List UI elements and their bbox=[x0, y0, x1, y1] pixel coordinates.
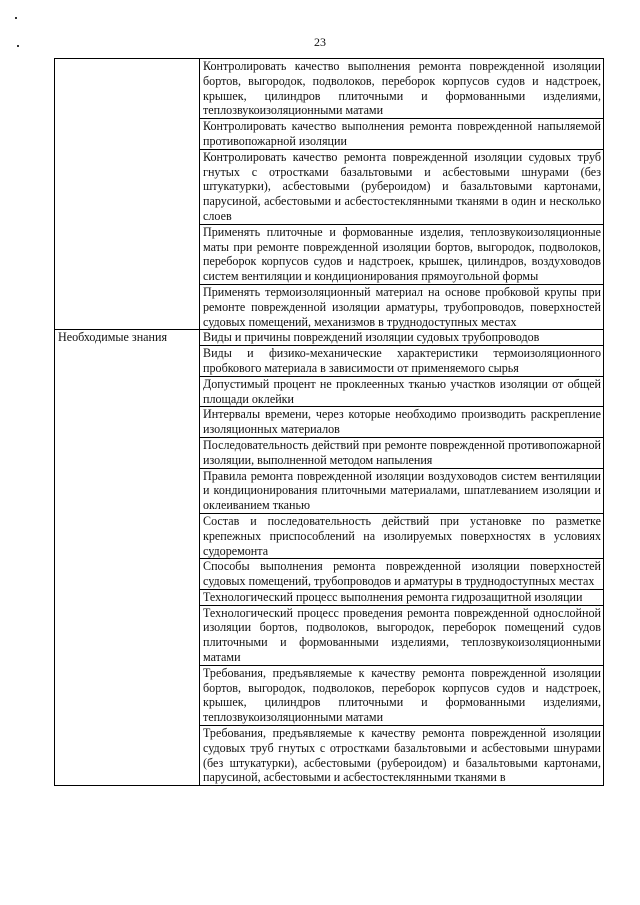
table-cell: Последовательность действий при ремонте поврежденной противопожарной изоляции, выполненной методом напыления bbox=[200, 437, 604, 468]
table-cell: Виды и физико-механические характеристики термоизоляционного пробкового материала в зависимости от применяемого сырья bbox=[200, 346, 604, 377]
page-number: 23 bbox=[314, 35, 326, 49]
table-cell: Допустимый процент не проклеенных тканью участков изоляции от общей площади оклейки bbox=[200, 376, 604, 407]
table-cell: Контролировать качество выполнения ремонта поврежденной напыляемой противопожарной изоляции bbox=[200, 119, 604, 150]
table-row bbox=[55, 59, 604, 119]
table-cell: Состав и последовательность действий при установке по разметке крепежных приспособлений на изолируемых поверхностях в условиях судоремонта bbox=[200, 513, 604, 558]
table-cell: Способы выполнения ремонта поврежденной изоляции поверхностей судовых помещений, трубопроводов и арматуры в труднодоступных местах bbox=[200, 559, 604, 590]
table-cell: Применять термоизоляционный материал на основе пробковой крупы при ремонте поврежденной изоляции арматуры, трубопроводов, поверхностей судовых помещений, механизмов в труднодоступных местах bbox=[200, 284, 604, 329]
knowledge-label: Необходимые знания bbox=[55, 330, 200, 786]
competency-table bbox=[54, 58, 604, 786]
table-cell: Технологический процесс выполнения ремонта гидрозащитной изоляции bbox=[200, 589, 604, 605]
table-cell: Требования, предъявляемые к качеству ремонта поврежденной изоляции судовых труб гнутых с отростками базальтовыми и асбестовыми шнурами (без штукатурки), асбестовыми (рубероидом) и базальтовыми картонами, парусиной, асбестовыми и асбестостеклянными тканями в bbox=[200, 726, 604, 786]
skills-label-cell bbox=[55, 59, 200, 330]
scan-speck bbox=[15, 17, 17, 19]
table-cell: Технологический процесс проведения ремонта поврежденной однослойной изоляции бортов, подволоков, выгородок, переборок помещений судов плиточными и формованными изделиями, теплозвукоизоляционными матами bbox=[200, 605, 604, 665]
table-cell: Требования, предъявляемые к качеству ремонта поврежденной изоляции бортов, выгородок, подволоков, переборок корпусов судов и надстроек, крышек, цилиндров плиточными и формованными изделиями, теплозвукоизоляционными матами bbox=[200, 665, 604, 725]
table-cell: Контролировать качество выполнения ремонта поврежденной изоляции бортов, выгородок, подволоков, переборок корпусов судов и надстроек, крышек, цилиндров плиточными и формованными изделиями, теплозвукоизоляционными матами bbox=[200, 59, 604, 119]
table-cell: Виды и причины повреждений изоляции судовых трубопроводов bbox=[200, 330, 604, 346]
table-cell: Правила ремонта поврежденной изоляции воздуховодов систем вентиляции и кондиционирования плиточными материалами, шпатлеванием изоляции и оклеиванием тканью bbox=[200, 468, 604, 513]
table-cell: Интервалы времени, через которые необходимо производить раскрепление изоляционных материалов bbox=[200, 407, 604, 438]
table-cell: Контролировать качество ремонта поврежденной изоляции судовых труб гнутых с отростками базальтовыми и асбестовыми шнурами (без штукатурки), асбестовыми (рубероидом) и базальтовыми картонами, парусиной, асбестовыми и асбестостеклянными тканями в один и несколько слоев bbox=[200, 149, 604, 224]
table-row bbox=[55, 330, 604, 346]
table-cell: Применять плиточные и формованные изделия, теплозвукоизоляционные маты при ремонте поврежденной изоляции бортов, выгородок, подволоков, переборок корпусов судов и надстроек, крышек, цилиндров, воздуховодов систем вентиляции и кондиционирования прямоугольной формы bbox=[200, 224, 604, 284]
